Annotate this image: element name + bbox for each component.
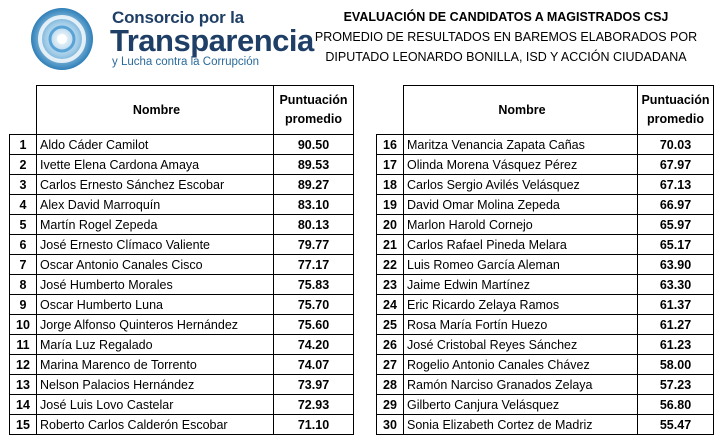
table-row (10, 255, 354, 275)
table-row (377, 295, 714, 315)
score-cell: 83.10 (274, 195, 354, 215)
score-cell: 61.27 (638, 315, 714, 335)
candidate-name-cell: Olinda Morena Vásquez Pérez (404, 155, 638, 175)
rank-cell: 18 (377, 175, 404, 195)
score-cell: 65.97 (638, 215, 714, 235)
rank-cell: 30 (377, 415, 404, 435)
rank-cell: 28 (377, 375, 404, 395)
logo-line-1: Consorcio por la (112, 8, 244, 27)
column-header-name: Nombre (404, 86, 638, 135)
table-row (377, 415, 714, 435)
rank-cell: 4 (10, 195, 37, 215)
table-row (377, 215, 714, 235)
score-cell: 58.00 (638, 355, 714, 375)
column-header-name: Nombre (37, 86, 274, 135)
ranking-table-left (9, 85, 354, 435)
table-row (10, 195, 354, 215)
candidate-name-cell: David Omar Molina Zepeda (404, 195, 638, 215)
page-title: EVALUACIÓN DE CANDIDATOS A MAGISTRADOS CSJ (343, 10, 669, 24)
logo-swirl-icon (22, 6, 102, 72)
candidate-name-cell: Jaime Edwin Martínez (404, 275, 638, 295)
column-header-score-line1: Puntuación (641, 93, 710, 107)
score-cell: 77.17 (274, 255, 354, 275)
table-row (377, 395, 714, 415)
score-cell: 71.10 (274, 415, 354, 435)
rank-cell: 24 (377, 295, 404, 315)
score-cell: 61.23 (638, 335, 714, 355)
header-blank-cell (377, 86, 404, 135)
table-row (10, 275, 354, 295)
candidate-name-cell: María Luz Regalado (37, 335, 274, 355)
candidate-name-cell: Carlos Ernesto Sánchez Escobar (37, 175, 274, 195)
score-cell: 75.70 (274, 295, 354, 315)
score-cell: 56.80 (638, 395, 714, 415)
candidate-name-cell: Maritza Venancia Zapata Cañas (404, 135, 638, 155)
rank-cell: 10 (10, 315, 37, 335)
table-row (10, 235, 354, 255)
rank-cell: 16 (377, 135, 404, 155)
table-row (377, 235, 714, 255)
rank-cell: 3 (10, 175, 37, 195)
rank-cell: 27 (377, 355, 404, 375)
header-blank-cell (10, 86, 37, 135)
candidate-name-cell: Alex David Marroquín (37, 195, 274, 215)
rank-cell: 2 (10, 155, 37, 175)
candidate-name-cell: Jorge Alfonso Quinteros Hernández (37, 315, 274, 335)
candidate-name-cell: Ramón Narciso Granados Zelaya (404, 375, 638, 395)
column-header-score (638, 86, 714, 135)
table-row (377, 255, 714, 275)
score-cell: 79.77 (274, 235, 354, 255)
page-subtitle-line-1: PROMEDIO DE RESULTADOS EN BAREMOS ELABORADOS POR (314, 30, 698, 44)
candidate-name-cell: Aldo Cáder Camilot (37, 135, 274, 155)
candidate-name-cell: Sonia Elizabeth Cortez de Madriz (404, 415, 638, 435)
score-cell: 63.90 (638, 255, 714, 275)
score-cell: 75.60 (274, 315, 354, 335)
logo-tagline: y Lucha contra la Corrupción (112, 56, 260, 68)
candidate-name-cell: Luis Romeo García Aleman (404, 255, 638, 275)
table-row (10, 155, 354, 175)
table-row (377, 355, 714, 375)
score-cell: 72.93 (274, 395, 354, 415)
candidate-name-cell: Carlos Sergio Avilés Velásquez (404, 175, 638, 195)
consortium-logo (22, 6, 312, 70)
table-row (10, 415, 354, 435)
rank-cell: 21 (377, 235, 404, 255)
table-row (377, 195, 714, 215)
table-header-row (10, 86, 354, 135)
candidate-name-cell: José Humberto Morales (37, 275, 274, 295)
column-header-score-line1: Puntuación (279, 93, 348, 107)
table-row (377, 175, 714, 195)
table-header-row (377, 86, 714, 135)
table-row (377, 375, 714, 395)
column-header-score-line2: promedio (647, 112, 704, 126)
score-cell: 90.50 (274, 135, 354, 155)
candidate-name-cell: Martín Rogel Zepeda (37, 215, 274, 235)
rank-cell: 5 (10, 215, 37, 235)
rank-cell: 1 (10, 135, 37, 155)
score-cell: 63.30 (638, 275, 714, 295)
candidate-name-cell: Marina Marenco de Torrento (37, 355, 274, 375)
score-cell: 74.20 (274, 335, 354, 355)
table-row (377, 275, 714, 295)
logo-line-2: Transparencia (110, 23, 314, 58)
rank-cell: 20 (377, 215, 404, 235)
rank-cell: 19 (377, 195, 404, 215)
candidate-name-cell: Oscar Antonio Canales Cisco (37, 255, 274, 275)
rank-cell: 17 (377, 155, 404, 175)
candidate-name-cell: Oscar Humberto Luna (37, 295, 274, 315)
score-cell: 73.97 (274, 375, 354, 395)
candidate-name-cell: Eric Ricardo Zelaya Ramos (404, 295, 638, 315)
table-row (377, 135, 714, 155)
candidate-name-cell: José Luis Lovo Castelar (37, 395, 274, 415)
table-row (10, 315, 354, 335)
candidate-name-cell: Carlos Rafael Pineda Melara (404, 235, 638, 255)
candidate-name-cell: José Ernesto Clímaco Valiente (37, 235, 274, 255)
table-row (377, 315, 714, 335)
candidate-name-cell: José Cristobal Reyes Sánchez (404, 335, 638, 355)
rank-cell: 23 (377, 275, 404, 295)
table-row (10, 295, 354, 315)
score-cell: 67.13 (638, 175, 714, 195)
rank-cell: 13 (10, 375, 37, 395)
score-cell: 74.07 (274, 355, 354, 375)
rank-cell: 26 (377, 335, 404, 355)
rank-cell: 29 (377, 395, 404, 415)
rank-cell: 8 (10, 275, 37, 295)
score-cell: 61.37 (638, 295, 714, 315)
rank-cell: 7 (10, 255, 37, 275)
rank-cell: 22 (377, 255, 404, 275)
score-cell: 70.03 (638, 135, 714, 155)
candidate-name-cell: Rogelio Antonio Canales Chávez (404, 355, 638, 375)
score-cell: 66.97 (638, 195, 714, 215)
page-subtitle-line-2: DIPUTADO LEONARDO BONILLA, ISD Y ACCIÓN CIUDADANA (325, 50, 687, 64)
rank-cell: 11 (10, 335, 37, 355)
table-row (377, 155, 714, 175)
table-row (10, 335, 354, 355)
candidate-name-cell: Gilberto Canjura Velásquez (404, 395, 638, 415)
table-row (10, 395, 354, 415)
rank-cell: 6 (10, 235, 37, 255)
rank-cell: 9 (10, 295, 37, 315)
candidate-name-cell: Rosa María Fortín Huezo (404, 315, 638, 335)
table-row (10, 215, 354, 235)
rank-cell: 15 (10, 415, 37, 435)
rank-cell: 12 (10, 355, 37, 375)
candidate-name-cell: Ivette Elena Cardona Amaya (37, 155, 274, 175)
score-cell: 55.47 (638, 415, 714, 435)
table-row (10, 355, 354, 375)
candidate-name-cell: Marlon Harold Cornejo (404, 215, 638, 235)
score-cell: 65.17 (638, 235, 714, 255)
score-cell: 89.27 (274, 175, 354, 195)
candidate-name-cell: Roberto Carlos Calderón Escobar (37, 415, 274, 435)
score-cell: 57.23 (638, 375, 714, 395)
table-row (10, 375, 354, 395)
rank-cell: 14 (10, 395, 37, 415)
column-header-score (274, 86, 354, 135)
rank-cell: 25 (377, 315, 404, 335)
score-cell: 80.13 (274, 215, 354, 235)
score-cell: 67.97 (638, 155, 714, 175)
score-cell: 89.53 (274, 155, 354, 175)
table-row (377, 335, 714, 355)
column-header-score-line2: promedio (285, 112, 342, 126)
table-row (10, 175, 354, 195)
score-cell: 75.83 (274, 275, 354, 295)
ranking-table-right (376, 85, 714, 435)
table-row (10, 135, 354, 155)
candidate-name-cell: Nelson Palacios Hernández (37, 375, 274, 395)
